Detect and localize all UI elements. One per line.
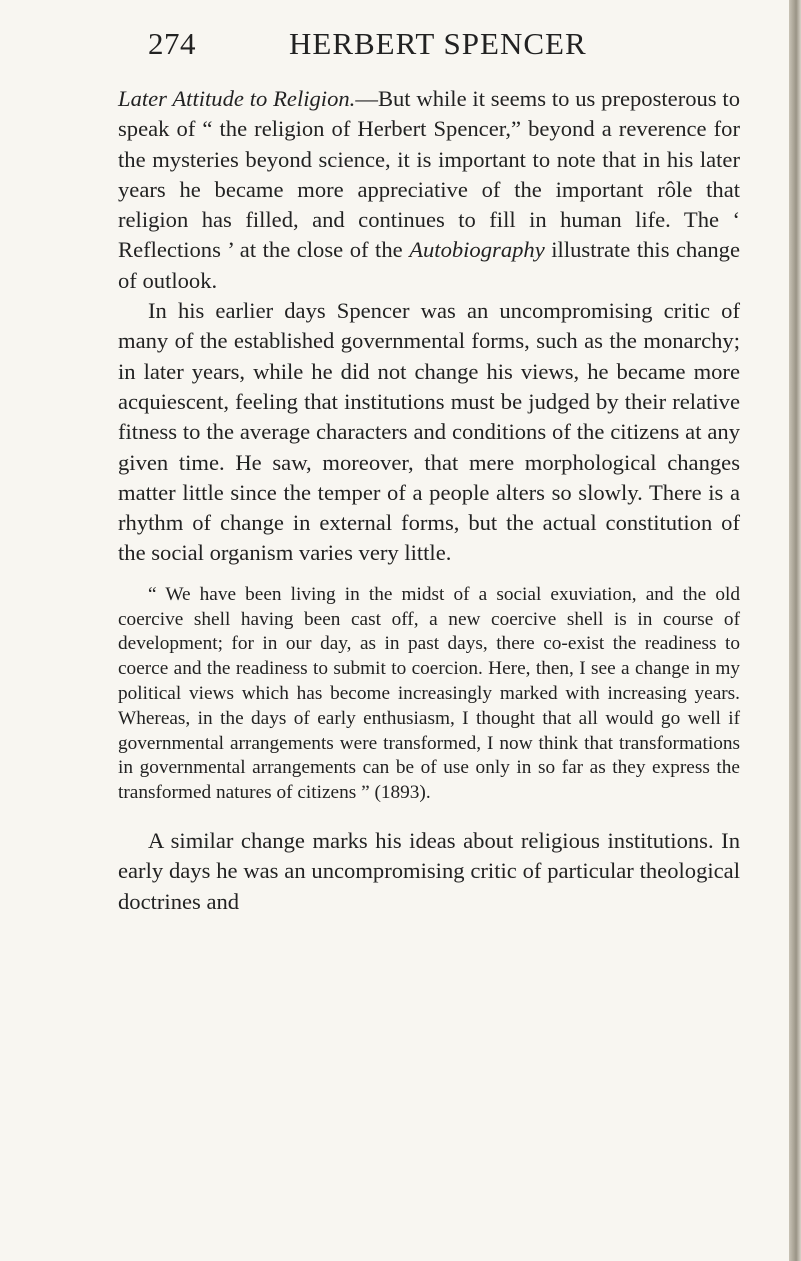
- paragraph-similar-change: A similar change marks his ideas about religious institutions. In early days he was an uncompromising critic of particular theological doctrines and: [118, 827, 740, 914]
- paragraph-later-attitude: [118, 84, 740, 296]
- paragraph-text: —But while it seems to us preposterous to speak of “ the religion of Herbert Spencer,” beyond a reverence for the mysteries beyond science, it is important to note that in his later years he became more appreciative of the important rôle that religion has filled, and continues to fill in human life. The ‘ Reflections ’ at the close of the: [118, 86, 741, 263]
- section-title: Later Attitude to Religion.: [118, 86, 356, 111]
- page-body: [118, 84, 740, 917]
- paragraph-earlier-days: In his earlier days Spencer was an uncompromising critic of many of the established governmental forms, such as the monarchy; in later years, while he did not change his views, he became more acquiescent, feeling that institutions must be judged by their relative fitness to the average characters and conditions of the citizens at any given time. He saw, moreover, that mere morphological changes matter little since the temper of a people alters so slowly. There is a rhythm of change in external forms, but the actual constitution of the social organism varies very little.: [118, 298, 740, 566]
- running-head: HERBERT SPENCER: [289, 26, 587, 61]
- page-edge: [789, 0, 801, 1261]
- paragraph-text-end: illustrate this change of outlook.: [118, 237, 741, 293]
- block-quote: “ We have been living in the midst of a social exuviation, and the old coercive shell having been cast off, a new coercive shell is in course of development; for in our day, as in past days, there co-exist the readiness to coerce and the readiness to submit to coercion. Here, then, I see a change in my political views which has become increasingly marked with increasing years. Whereas, in the days of early enthusiasm, I thought that all would go well if governmental arrangements were transformed, I now think that transformations in governmental arrangements can be of use only in so far as they express the transformed natures of citizens ” (1893).: [118, 583, 740, 804]
- page-number: 274: [148, 26, 196, 61]
- page-header: [148, 26, 658, 66]
- book-title: Autobiography: [409, 237, 545, 263]
